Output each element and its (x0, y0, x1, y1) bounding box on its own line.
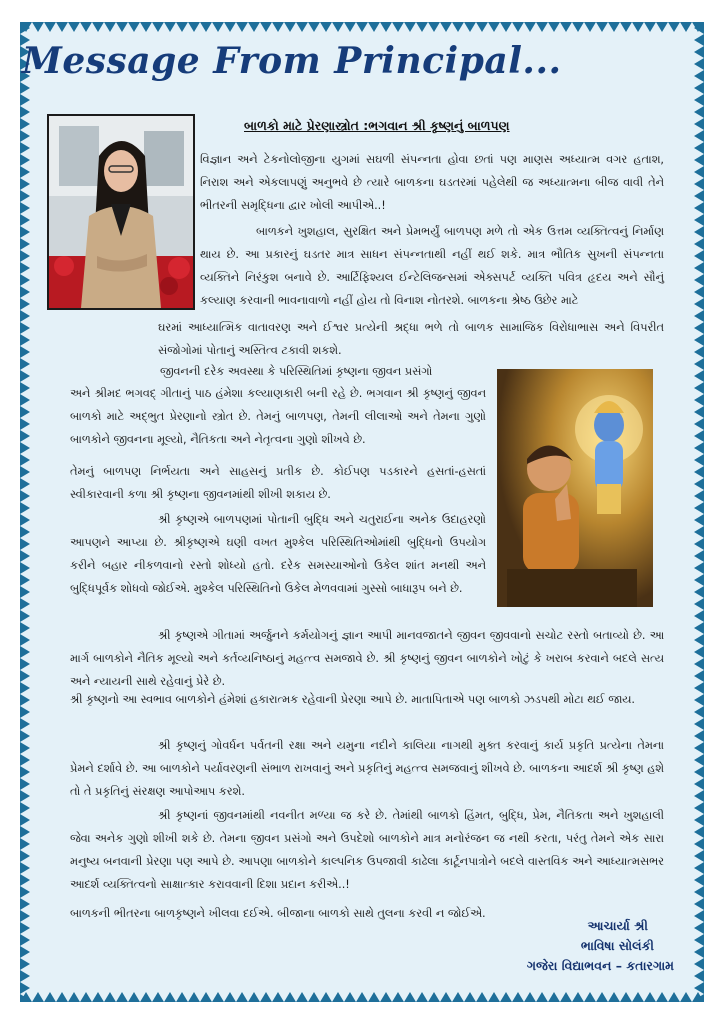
left-border-pattern (20, 22, 34, 1002)
krishna-illustration (497, 369, 653, 607)
signature-school: ગજેરા વિદ્યાભવન – કતારગામ (526, 958, 674, 973)
paragraph-6: તેમનું બાળપણ નિર્ભયતા અને સાહસનું પ્રતીક છે. કોઈપણ પડકારને હસતાં-હસતાં સ્વીકારવાની કળા શ્રી કૃષ્ણના જીવનમાંથી શીખી શકાય છે. (70, 465, 486, 501)
paragraph-3: ઘરમાં આધ્યાત્મિક વાતાવરણ અને ઈશ્વર પ્રત્યેની શ્રદ્ધા ભળે તો બાળક સામાજિક વિરોધાભાસ અને વિપરીત સંજોગોમાં પોતાનું અસ્તિત્વ ટકાવી શકશે. (158, 321, 664, 357)
paragraph-9: શ્રી કૃષ્ણનો આ સ્વભાવ બાળકોને હંમેશાં હકારાત્મક રહેવાની પ્રેરણા આપે છે. માતાપિતાએ પણ બાળકો ઝડપથી મોટા થઈ જાય. (70, 693, 636, 706)
signature-title: આચાર્યા શ્રી (587, 918, 648, 933)
article-heading: બાળકો માટે પ્રેરણાસ્ત્રોત :ભગવાન શ્રી કૃષ્ણનું બાળપણ (244, 118, 510, 133)
paragraph-2: બાળકને ખુશહાલ, સુરક્ષિત અને પ્રેમભર્યું બાળપણ મળે તો એક ઉત્તમ વ્યક્તિત્વનું નિર્માણ થાય છે. આ પ્રકારનું ઘડતર માત્ર સાધન સંપન્નતાથી નહીં થઈ શકે. માત્ર ભૌતિક સુખની સંપન્નતા વ્યક્તિને નિરંકુશ બનાવે છે. આર્ટિફિશ્યલ ઈન્ટેલિજન્સમાં એક્સપર્ટ વ્યક્તિ પવિત્ર હૃદય અને સૌનું કલ્યાણ કરવાની ભાવનાવાળો નહીં હોય તો વિનાશ નોતરશે. બાળકના શ્રેષ્ઠ ઉછેર માટે (200, 225, 664, 307)
paragraph-4: જીવનની દરેક અવસ્થા કે પરિસ્થિતિમાં કૃષ્ણના જીવન પ્રસંગો (160, 365, 433, 378)
paragraph-1: વિજ્ઞાન અને ટેકનોલોજીના યુગમાં સઘળી સંપન્નતા હોવા છતાં પણ માણસ અધ્યાત્મ વગર હતાશ, નિરાશ અને એકલાપણું અનુભવે છે ત્યારે બાળકના ઘડતરમાં પહેલેથી જ અધ્યાત્મના બીજ વાવી તેને ભીતરની સમૃદ્ધિના દ્વાર ખોલી આપીએ..! (200, 153, 664, 212)
paragraph-10: શ્રી કૃષ્ણનું ગોવર્ધન પર્વતની રક્ષા અને યમુના નદીને કાલિયા નાગથી મુક્ત કરવાનું કાર્ય પ્રકૃતિ પ્રત્યેના તેમના પ્રેમને દર્શાવે છે. આ બાળકોને પર્યાવરણની સંભાળ રાખવાનું અને પ્રકૃતિનું મહત્ત્વ સમજવાનું શીખવે છે. બાળકના આદર્શ શ્રી કૃષ્ણ હશે તો તે પ્રકૃતિનું સંરક્ષણ આપોઆપ કરશે. (70, 739, 665, 798)
paragraph-8: શ્રી કૃષ્ણએ ગીતામાં અર્જુનને કર્મયોગનું જ્ઞાન આપી માનવજાતને જીવન જીવવાનો સચોટ રસ્તો બતાવ્યો છે. આ માર્ગ બાળકોને નૈતિક મૂલ્યો અને કર્તવ્યનિષ્ઠાનું મહત્ત્વ સમજાવે છે. શ્રી કૃષ્ણનું જીવન બાળકોને ખોટું કે ખરાબ કરવાને બદલે સત્ય અને ન્યાયની સાથે રહેવાનું પ્રેરે છે. (70, 629, 664, 688)
paragraph-11: શ્રી કૃષ્ણનાં જીવનમાંથી નવનીત મળ્યા જ કરે છે. તેમાંથી બાળકો હિંમત, બુદ્ધિ, પ્રેમ, નૈતિકતા અને ખુશહાલી જેવા અનેક ગુણો શીખી શકે છે. તેમના જીવન પ્રસંગો અને ઉપદેશો બાળકોને માત્ર મનોરંજન જ નથી કરતા, પરંતુ તેમને એક સારા મનુષ્ય બનવાની પ્રેરણા પણ આપે છે. આપણા બાળકોને કાલ્પનિક ઉપજાવી કાઢેલા કાર્ટૂનપાત્રોને બદલે વાસ્તવિક અને આધ્યાત્મસભર આદર્શ વ્યક્તિત્વનો સાક્ષાત્કાર કરાવવાની દિશા પ્રદાન કરીએ..! (70, 809, 664, 891)
paragraph-12: બાળકની ભીતરના બાળકૃષ્ણને ખીલવા દઈએ. બીજાના બાળકો સાથે તુલના કરવી ન જોઈએ. (70, 907, 486, 920)
principal-photo (47, 114, 195, 310)
page-title: Message From Principal... (22, 40, 562, 82)
paragraph-5: અને શ્રીમદ ભગવદ્ ગીતાનું પાઠ હંમેશા કલ્યાણકારી બની રહે છે. ભગવાન શ્રી કૃષ્ણનું જીવન બાળકો માટે અદ્ભુત પ્રેરણાનો સ્ત્રોત છે. તેમનું બાળપણ, તેમની લીલાઓ અને તેમના ગુણો બાળકોને જીવનના મૂલ્યો, નૈતિકતા અને નેતૃત્વના ગુણો શીખવે છે. (70, 387, 486, 446)
bottom-border-pattern (20, 988, 704, 1002)
right-border-pattern (690, 22, 704, 1002)
top-border-pattern (20, 22, 704, 36)
paragraph-7: શ્રી કૃષ્ણએ બાળપણમાં પોતાની બુદ્ધિ અને ચતુરાઈના અનેક ઉદાહરણો આપણને આપ્યા છે. શ્રીકૃષ્ણએ ઘણી વખત મુશ્કેલ પરિસ્થિતિઓમાંથી બુદ્ધિનો ઉપયોગ કરીને બહાર નીકળવાનો રસ્તો શોધ્યો હતો. દરેક સમસ્યાઓનો ઉકેલ શાંત મનથી અને બુદ્ધિપૂર્વક શોધવો જોઈએ. મુશ્કેલ પરિસ્થિતિનો ઉકેલ મેળવવામાં ગુસ્સો બાધારૂપ બને છે. (70, 513, 486, 595)
signature-name: ભાવિષા સોલંકી (580, 938, 654, 953)
